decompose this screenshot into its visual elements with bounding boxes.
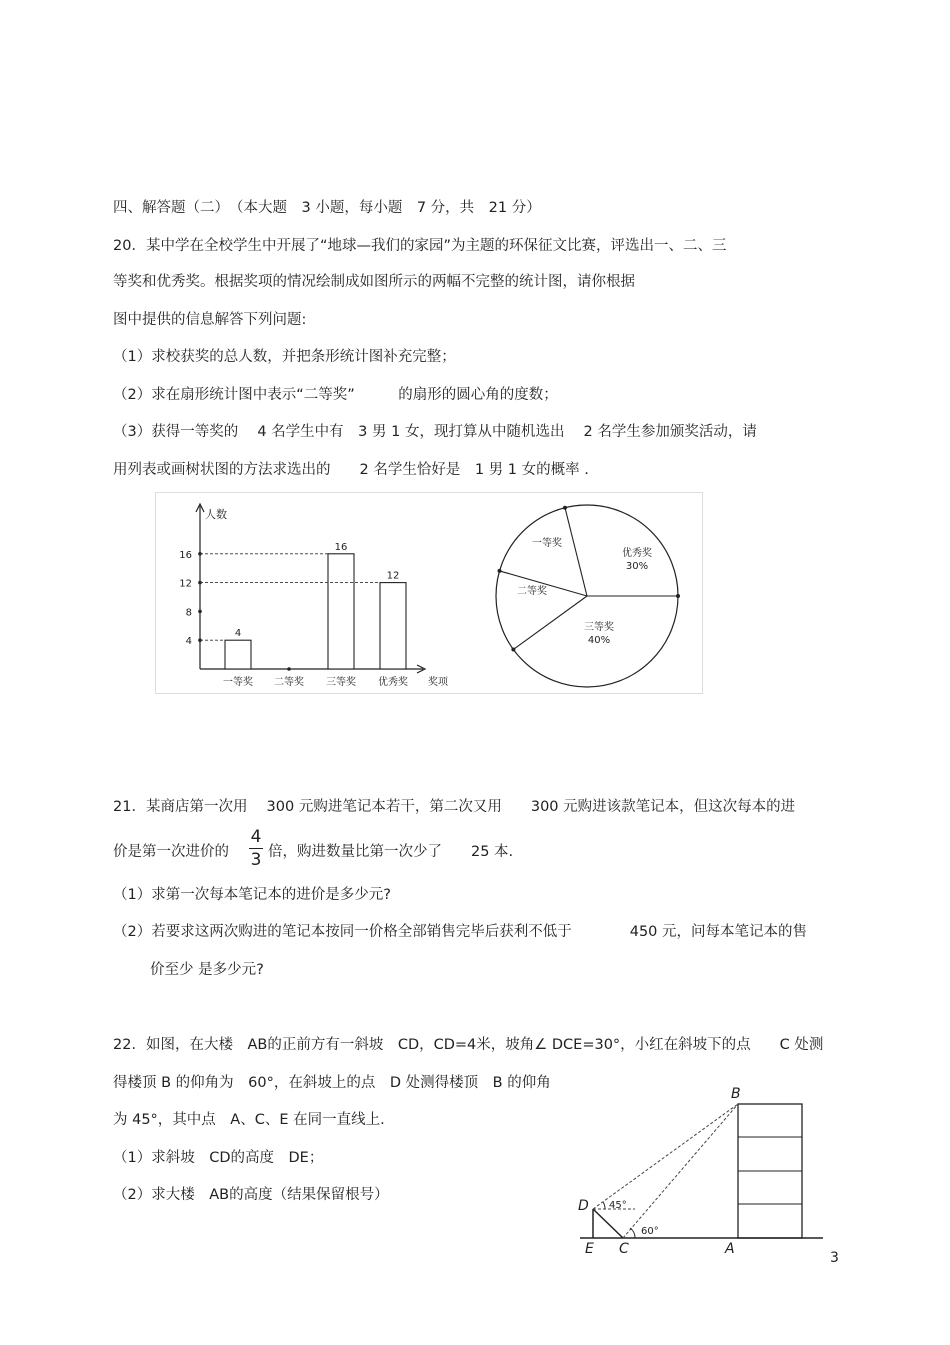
sightline-cb bbox=[623, 1104, 738, 1238]
label-c: C bbox=[619, 1241, 629, 1254]
label-e: E bbox=[585, 1241, 594, 1254]
bar bbox=[328, 554, 354, 669]
fraction-four-thirds bbox=[246, 828, 266, 869]
q21-sub2b: 价至少 是多少元? bbox=[150, 962, 264, 978]
q20-sub3b: 用列表或画树状图的方法求选出的 2 名学生恰好是 1 男 1 女的概率 . bbox=[113, 462, 589, 478]
fraction-numerator: 4 bbox=[250, 827, 262, 847]
q20-line3: 图中提供的信息解答下列问题: bbox=[113, 312, 307, 328]
q20-sub1: （1）求校获奖的总人数，并把条形统计图补充完整； bbox=[113, 349, 456, 365]
angle-45-arc bbox=[603, 1202, 605, 1209]
q22-sub2: （2）求大楼 AB的高度（结果保留根号） bbox=[113, 1187, 389, 1203]
pie-boundary-dot bbox=[498, 569, 502, 573]
q22-sub1: （1）求斜坡 CD的高度 DE； bbox=[113, 1150, 324, 1166]
x-tick-label: 三等奖 bbox=[326, 677, 356, 688]
slope-cd bbox=[593, 1209, 623, 1238]
bar-value-label: 12 bbox=[386, 570, 400, 582]
pie-slice-label: 一等奖 bbox=[532, 538, 562, 549]
label-b: B bbox=[731, 1086, 741, 1102]
bar-value-label: 16 bbox=[334, 541, 348, 553]
label-d: D bbox=[578, 1198, 589, 1214]
y-tick-label: 4 bbox=[185, 636, 192, 648]
x-tick-label: 二等奖 bbox=[274, 677, 304, 688]
page-number: 3 bbox=[830, 1250, 839, 1266]
x-tick-label: 一等奖 bbox=[223, 677, 253, 688]
q20-sub2: （2）求在扇形统计图中表示“二等奖” 的扇形的圆心角的度数； bbox=[113, 387, 558, 403]
q22-line2: 得楼顶 B 的仰角为 60°，在斜坡上的点 D 处测得楼顶 B 的仰角 bbox=[113, 1075, 551, 1091]
q22-line1: 22．如图，在大楼 AB的正前方有一斜坡 CD，CD=4米，坡角∠ DCE=30°，小红在斜坡下的点 C 处测 bbox=[113, 1037, 824, 1053]
q22-line3: 为 45°，其中点 A、C、E 在同一直线上. bbox=[113, 1112, 385, 1128]
y-tick-label: 8 bbox=[185, 607, 192, 619]
x-tick-label: 优秀奖 bbox=[378, 677, 408, 688]
building-slope-figure bbox=[575, 1082, 825, 1254]
fraction-bar bbox=[249, 848, 263, 849]
pie-slice-percent: 40% bbox=[587, 635, 611, 646]
label-angle-60: 60° bbox=[641, 1226, 659, 1237]
pie-slice-label: 三等奖 bbox=[584, 622, 614, 633]
pie-slice-percent: 30% bbox=[625, 561, 649, 572]
pie-boundary-dot bbox=[563, 506, 567, 510]
q21-line1: 21．某商店第一次用 300 元购进笔记本若干，第二次又用 300 元购进该款笔记本，但这次每本的进 bbox=[113, 799, 796, 815]
label-angle-45: 45° bbox=[609, 1200, 627, 1211]
pie-slice-label: 二等奖 bbox=[517, 586, 547, 597]
pie-slice-label: 优秀奖 bbox=[622, 548, 652, 559]
q21-line2a: 价是第一次进价的 bbox=[113, 844, 229, 860]
bar bbox=[225, 640, 251, 669]
label-a: A bbox=[725, 1241, 735, 1254]
bar-chart bbox=[179, 504, 449, 688]
y-axis-label: 人数 bbox=[205, 508, 227, 521]
q20-line2: 等奖和优秀奖。根据奖项的情况绘制成如图所示的两幅不完整的统计图，请你根据 bbox=[113, 274, 635, 290]
pie-boundary-dot bbox=[676, 594, 680, 598]
section-heading: 四、解答题（二） （本大题 3 小题，每小题 7 分，共 21 分） bbox=[113, 200, 541, 216]
y-tick-label: 12 bbox=[179, 578, 192, 590]
fraction-denominator: 3 bbox=[250, 850, 262, 870]
q21-line2b: 倍，购进数量比第一次少了 25 本. bbox=[268, 844, 514, 860]
sightline-db bbox=[593, 1104, 738, 1209]
q20-sub3a: （3）获得一等奖的 4 名学生中有 3 男 1 女，现打算从中随机选出 2 名学生参加颁奖活动，请 bbox=[113, 424, 757, 440]
q21-sub1: （1）求第一次每本笔记本的进价是多少元? bbox=[113, 887, 391, 903]
pie-boundary-dot bbox=[511, 647, 515, 651]
q20-line1: 20．某中学在全校学生中开展了“地球—我们的家园”为主题的环保征文比赛，评选出一、二、三 bbox=[113, 238, 727, 254]
y-tick-dot bbox=[198, 610, 202, 614]
empty-bar-marker bbox=[287, 667, 291, 671]
y-tick-label: 16 bbox=[179, 549, 192, 561]
x-axis-label: 奖项 bbox=[428, 677, 448, 688]
q20-charts bbox=[155, 492, 703, 694]
bar bbox=[380, 583, 406, 669]
q21-sub2a: （2）若要求这两次购进的笔记本按同一价格全部销售完毕后获利不低于 450 元，问每本笔记本的售 bbox=[113, 924, 808, 940]
pie-chart bbox=[496, 505, 680, 687]
bar-value-label: 4 bbox=[234, 628, 242, 640]
